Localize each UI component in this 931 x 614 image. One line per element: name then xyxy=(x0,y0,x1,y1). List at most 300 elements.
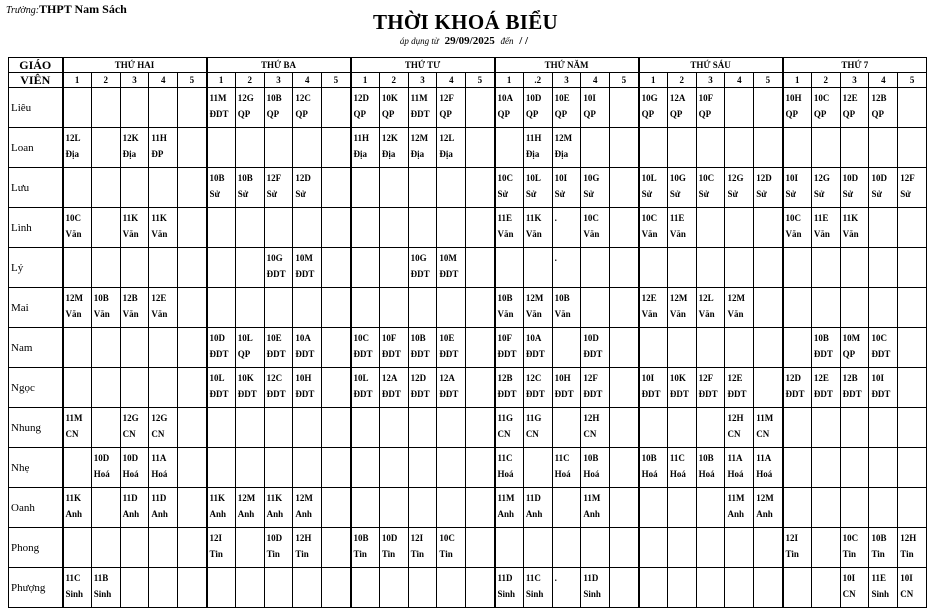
subject: QP xyxy=(295,109,308,119)
class-code: 10B xyxy=(698,453,714,463)
lesson-cell xyxy=(495,288,524,328)
lesson-cell xyxy=(811,488,840,528)
lesson-cell xyxy=(120,168,149,208)
class-code: 10B xyxy=(209,173,225,183)
period-number: .2 xyxy=(523,73,552,88)
subject: ĐDT xyxy=(237,389,257,399)
lesson-cell xyxy=(840,528,869,568)
day-header: THỨ TƯ xyxy=(351,58,495,73)
lesson-cell xyxy=(293,128,322,168)
class-code: 11M xyxy=(497,493,515,503)
lesson-cell xyxy=(869,448,898,488)
lesson-cell xyxy=(495,408,524,448)
lesson-cell xyxy=(783,488,812,528)
lesson-cell xyxy=(495,488,524,528)
subject: Văn xyxy=(583,229,600,239)
lesson-cell xyxy=(811,568,840,608)
lesson-cell xyxy=(667,208,696,248)
class-code: 11M xyxy=(727,493,745,503)
class-code: 12F xyxy=(266,173,282,183)
lesson-cell xyxy=(91,208,120,248)
class-code: 12K xyxy=(122,133,139,143)
class-code: 10C xyxy=(353,333,370,343)
lesson-cell xyxy=(581,168,610,208)
class-code: 12D xyxy=(353,93,370,103)
lesson-cell xyxy=(725,88,754,128)
class-code: 11G xyxy=(497,413,514,423)
lesson-cell xyxy=(552,288,581,328)
lesson-cell xyxy=(639,328,668,368)
lesson-cell xyxy=(754,568,783,608)
lesson-cell xyxy=(725,208,754,248)
lesson-cell xyxy=(811,208,840,248)
class-code: 11B xyxy=(93,573,109,583)
class-code: 11C xyxy=(497,453,513,463)
period-number: 1 xyxy=(783,73,812,88)
class-code: 11M xyxy=(583,493,601,503)
class-code: 12E xyxy=(727,373,743,383)
class-code: 11M xyxy=(209,93,227,103)
class-code: 12M xyxy=(237,493,256,503)
lesson-cell xyxy=(264,128,293,168)
day-header: THỨ SÁU xyxy=(639,58,783,73)
lesson-cell xyxy=(667,488,696,528)
lesson-cell xyxy=(63,448,92,488)
lesson-cell xyxy=(639,368,668,408)
class-code: 12H xyxy=(727,413,744,423)
lesson-cell xyxy=(379,168,408,208)
lesson-cell xyxy=(293,568,322,608)
class-code: 10B xyxy=(410,333,426,343)
period-number: 4 xyxy=(149,73,178,88)
lesson-cell xyxy=(581,288,610,328)
class-code: 11M xyxy=(410,93,428,103)
lesson-cell xyxy=(725,448,754,488)
lesson-cell xyxy=(466,128,495,168)
subject: Văn xyxy=(641,229,658,239)
subject: Tin xyxy=(785,549,799,559)
class-code: 10M xyxy=(439,253,457,263)
lesson-cell xyxy=(178,488,207,528)
lesson-cell xyxy=(581,208,610,248)
period-number: 4 xyxy=(437,73,466,88)
teacher-row xyxy=(9,248,927,288)
lesson-cell xyxy=(63,88,92,128)
class-code: 11E xyxy=(669,213,685,223)
lesson-cell xyxy=(437,568,466,608)
class-code: 12H xyxy=(900,533,917,543)
lesson-cell xyxy=(293,488,322,528)
subject: Sử xyxy=(785,189,796,199)
subject: ĐDT xyxy=(209,349,229,359)
lesson-cell xyxy=(351,88,380,128)
subject: Hoá xyxy=(554,469,571,479)
subject: Văn xyxy=(122,309,139,319)
teacher-name: Lình xyxy=(9,208,63,248)
lesson-cell xyxy=(552,248,581,288)
lesson-cell xyxy=(149,408,178,448)
lesson-cell xyxy=(149,128,178,168)
lesson-cell xyxy=(408,488,437,528)
lesson-cell xyxy=(149,328,178,368)
lesson-cell xyxy=(610,288,639,328)
teacher-row xyxy=(9,128,927,168)
lesson-cell xyxy=(264,288,293,328)
lesson-cell xyxy=(207,168,236,208)
subject: ĐDT xyxy=(295,389,315,399)
lesson-cell xyxy=(408,408,437,448)
lesson-cell xyxy=(696,328,725,368)
period-number: 3 xyxy=(408,73,437,88)
subject: ĐDT xyxy=(813,349,833,359)
subject: QP xyxy=(871,109,884,119)
teacher-row xyxy=(9,408,927,448)
lesson-cell xyxy=(581,408,610,448)
lesson-cell xyxy=(466,168,495,208)
period-number: 1 xyxy=(207,73,236,88)
teacher-row xyxy=(9,368,927,408)
subject: QP xyxy=(785,109,799,119)
lesson-cell xyxy=(322,208,351,248)
lesson-cell xyxy=(667,328,696,368)
subject: CN xyxy=(583,429,597,439)
subject: Anh xyxy=(583,509,600,519)
class-code: 10D xyxy=(266,533,283,543)
subject: Sử xyxy=(698,189,710,199)
lesson-cell xyxy=(725,168,754,208)
period-number: 2 xyxy=(379,73,408,88)
lesson-cell xyxy=(667,168,696,208)
lesson-cell xyxy=(466,408,495,448)
class-code: 12K xyxy=(381,133,398,143)
subject: Văn xyxy=(785,229,802,239)
lesson-cell xyxy=(379,208,408,248)
class-code: 12A xyxy=(381,373,398,383)
subject: ĐDT xyxy=(785,389,805,399)
lesson-cell xyxy=(523,248,552,288)
lesson-cell xyxy=(351,328,380,368)
lesson-cell xyxy=(264,208,293,248)
period-number: 5 xyxy=(466,73,495,88)
subject: QP xyxy=(641,109,655,119)
teacher-name: Loan xyxy=(9,128,63,168)
class-code: 11K xyxy=(209,493,226,503)
lesson-cell xyxy=(178,288,207,328)
lesson-cell xyxy=(322,408,351,448)
teacher-name: Mai xyxy=(9,288,63,328)
lesson-cell xyxy=(466,328,495,368)
lesson-cell xyxy=(91,128,120,168)
class-code: 10H xyxy=(554,373,571,383)
teacher-row xyxy=(9,328,927,368)
period-number: 4 xyxy=(869,73,898,88)
lesson-cell xyxy=(725,248,754,288)
lesson-cell xyxy=(639,288,668,328)
lesson-cell xyxy=(408,568,437,608)
class-code: 12L xyxy=(65,133,81,143)
lesson-cell xyxy=(811,528,840,568)
class-code: 10G xyxy=(669,173,686,183)
period-number: 1 xyxy=(351,73,380,88)
lesson-cell xyxy=(120,288,149,328)
lesson-cell xyxy=(466,528,495,568)
subject: CN xyxy=(122,429,136,439)
lesson-cell xyxy=(379,408,408,448)
lesson-cell xyxy=(120,448,149,488)
lesson-cell xyxy=(63,288,92,328)
lesson-cell xyxy=(783,248,812,288)
subject: Anh xyxy=(266,509,284,519)
lesson-cell xyxy=(811,248,840,288)
to-date: / / xyxy=(519,35,529,47)
subject: CN xyxy=(65,429,79,439)
subject: ĐDT xyxy=(295,269,315,279)
lesson-cell xyxy=(495,88,524,128)
subject: Văn xyxy=(122,229,139,239)
class-code: 12B xyxy=(842,373,858,383)
lesson-cell xyxy=(667,288,696,328)
teacher-row xyxy=(9,568,927,608)
day-header: THỨ NĂM xyxy=(495,58,639,73)
subject: QP xyxy=(266,109,280,119)
lesson-cell xyxy=(63,488,92,528)
lesson-cell xyxy=(235,88,264,128)
class-code: 10L xyxy=(209,373,225,383)
lesson-cell xyxy=(898,408,927,448)
class-code: 10C xyxy=(641,213,658,223)
class-code: 10B xyxy=(237,173,253,183)
class-code: 12L xyxy=(439,133,455,143)
class-code: 10B xyxy=(353,533,369,543)
subject: Sinh xyxy=(525,589,544,599)
lesson-cell xyxy=(667,368,696,408)
class-code: 10E xyxy=(439,333,455,343)
subject: QP xyxy=(237,349,251,359)
class-code: 10I xyxy=(842,573,856,583)
teacher-name: Nhẹ xyxy=(9,448,63,488)
class-code: 12E xyxy=(842,93,858,103)
subject: Tin xyxy=(439,549,453,559)
lesson-cell xyxy=(696,528,725,568)
class-code: 10B xyxy=(266,93,282,103)
lesson-cell xyxy=(725,488,754,528)
lesson-cell xyxy=(552,448,581,488)
lesson-cell xyxy=(523,368,552,408)
class-code: 10L xyxy=(237,333,253,343)
lesson-cell xyxy=(149,528,178,568)
subject: Văn xyxy=(525,309,542,319)
class-code: 12D xyxy=(756,173,772,183)
subject: ĐP xyxy=(151,149,164,159)
subject: ĐDT xyxy=(209,109,229,119)
lesson-cell xyxy=(869,248,898,288)
subject: ĐDT xyxy=(583,389,603,399)
lesson-cell xyxy=(351,248,380,288)
lesson-cell xyxy=(91,488,120,528)
class-code: 10B xyxy=(554,293,570,303)
class-code: 10C xyxy=(842,533,859,543)
lesson-cell xyxy=(293,208,322,248)
lesson-cell xyxy=(783,168,812,208)
lesson-cell xyxy=(466,288,495,328)
lesson-cell xyxy=(725,328,754,368)
subject: Văn xyxy=(497,229,514,239)
subject: Anh xyxy=(497,509,515,519)
teacher-row xyxy=(9,488,927,528)
lesson-cell xyxy=(235,488,264,528)
lesson-cell xyxy=(178,208,207,248)
lesson-cell xyxy=(696,248,725,288)
lesson-cell xyxy=(552,208,581,248)
subject: Sử xyxy=(900,189,911,199)
lesson-cell xyxy=(552,568,581,608)
lesson-cell xyxy=(91,168,120,208)
class-code: 12F xyxy=(900,173,915,183)
subject: Sử xyxy=(641,189,652,199)
subject: Sử xyxy=(727,189,738,199)
lesson-cell xyxy=(293,248,322,288)
class-code: 12M xyxy=(727,293,745,303)
subject: CN xyxy=(900,589,914,599)
lesson-cell xyxy=(869,368,898,408)
subject: Tin xyxy=(410,549,424,559)
subject: CN xyxy=(842,589,856,599)
class-code: 10C xyxy=(785,213,802,223)
lesson-cell xyxy=(898,288,927,328)
lesson-cell xyxy=(523,168,552,208)
lesson-cell xyxy=(149,208,178,248)
class-code: 10C xyxy=(871,333,887,343)
subject: Tin xyxy=(381,549,396,559)
lesson-cell xyxy=(466,208,495,248)
lesson-cell xyxy=(178,328,207,368)
page-title: THỜI KHOÁ BIỂU xyxy=(372,10,559,34)
lesson-cell xyxy=(379,488,408,528)
lesson-cell xyxy=(783,88,812,128)
lesson-cell xyxy=(898,368,927,408)
class-code: 12C xyxy=(525,373,542,383)
lesson-cell xyxy=(91,288,120,328)
lesson-cell xyxy=(639,248,668,288)
class-code: 12C xyxy=(266,373,283,383)
class-code: 10I xyxy=(641,373,655,383)
teacher-name: Nhung xyxy=(9,408,63,448)
class-code: 10B xyxy=(583,453,599,463)
subject: ĐDT xyxy=(698,389,718,399)
lesson-cell xyxy=(581,448,610,488)
class-code: 11K xyxy=(525,213,542,223)
lesson-cell xyxy=(293,328,322,368)
class-code: 11A xyxy=(727,453,743,463)
teacher-row xyxy=(9,448,927,488)
lesson-cell xyxy=(379,128,408,168)
subject: QP xyxy=(842,349,856,359)
lesson-cell xyxy=(783,208,812,248)
lesson-cell xyxy=(754,208,783,248)
lesson-cell xyxy=(552,328,581,368)
class-code: 10D xyxy=(381,533,398,543)
subject: ĐDT xyxy=(266,349,286,359)
class-code: 10B xyxy=(871,533,887,543)
subject: CN xyxy=(497,429,511,439)
lesson-cell xyxy=(351,208,380,248)
class-code: 10D xyxy=(842,173,859,183)
subject: Hoá xyxy=(93,469,110,479)
class-code: 12M xyxy=(756,493,774,503)
class-code: 10L xyxy=(641,173,657,183)
class-code: 10I xyxy=(871,373,884,383)
lesson-cell xyxy=(235,208,264,248)
to-label: đến xyxy=(500,36,514,46)
subject: Sử xyxy=(756,189,767,199)
class-code: 10B xyxy=(813,333,829,343)
lesson-cell xyxy=(91,328,120,368)
class-code: 10M xyxy=(842,333,861,343)
lesson-cell xyxy=(754,408,783,448)
teacher-name: Oanh xyxy=(9,488,63,528)
subject: Văn xyxy=(813,229,830,239)
class-code: 12H xyxy=(583,413,600,423)
lesson-cell xyxy=(495,168,524,208)
teacher-name: Ngọc xyxy=(9,368,63,408)
lesson-cell xyxy=(898,208,927,248)
lesson-cell xyxy=(322,128,351,168)
subject: Anh xyxy=(295,509,312,519)
class-code: 12M xyxy=(525,293,544,303)
period-number: 5 xyxy=(178,73,207,88)
subject: Văn xyxy=(65,309,82,319)
lesson-cell xyxy=(408,328,437,368)
lesson-cell xyxy=(898,248,927,288)
subject: QP xyxy=(842,109,856,119)
subject: Văn xyxy=(554,309,571,319)
lesson-cell xyxy=(639,168,668,208)
subject: Địa xyxy=(525,149,540,159)
subject: Anh xyxy=(209,509,227,519)
lesson-cell xyxy=(523,448,552,488)
lesson-cell xyxy=(63,128,92,168)
lesson-cell xyxy=(696,408,725,448)
lesson-cell xyxy=(264,448,293,488)
subject: CN xyxy=(756,429,770,439)
lesson-cell xyxy=(495,568,524,608)
lesson-cell xyxy=(149,288,178,328)
subject: Anh xyxy=(237,509,255,519)
lesson-cell xyxy=(178,448,207,488)
class-code: 10I xyxy=(583,93,596,103)
lesson-cell xyxy=(869,128,898,168)
applied-range xyxy=(0,35,931,47)
lesson-cell xyxy=(783,568,812,608)
lesson-cell xyxy=(322,328,351,368)
subject: Hoá xyxy=(698,469,715,479)
lesson-cell xyxy=(149,168,178,208)
subject: ĐDT xyxy=(497,349,517,359)
lesson-cell xyxy=(811,368,840,408)
class-code: 11G xyxy=(525,413,542,423)
subject: Văn xyxy=(151,229,168,239)
lesson-cell xyxy=(235,248,264,288)
class-code: 11D xyxy=(583,573,599,583)
lesson-cell xyxy=(667,248,696,288)
subject: ĐDT xyxy=(525,389,545,399)
applied-label: áp dụng từ xyxy=(399,36,439,46)
lesson-cell xyxy=(379,288,408,328)
lesson-cell xyxy=(696,368,725,408)
subject: Sử xyxy=(813,189,825,199)
subject: Hoá xyxy=(727,469,744,479)
lesson-cell xyxy=(178,168,207,208)
